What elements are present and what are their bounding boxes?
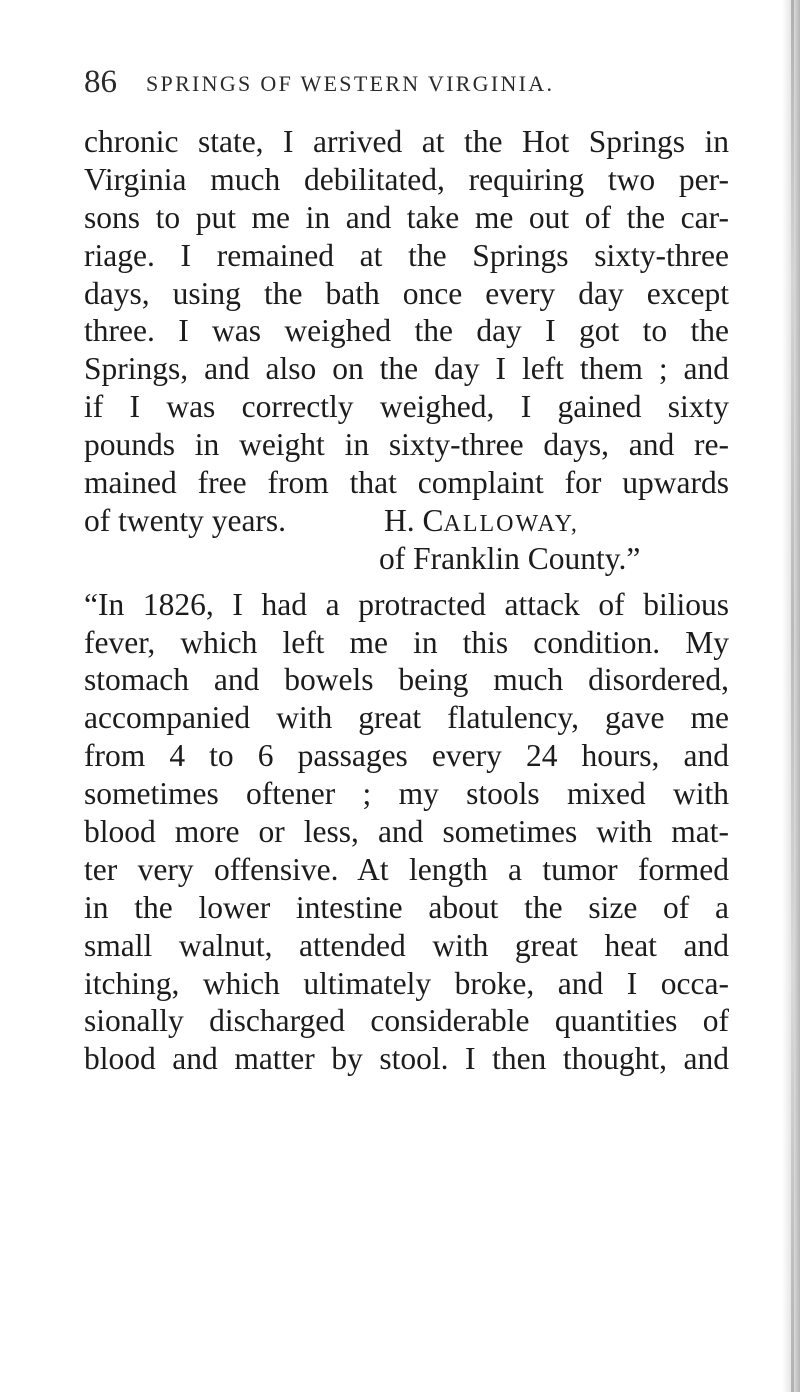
paragraph-2: [84, 586, 729, 1079]
text-line: if I was correctly weighed, I gained sixty: [84, 389, 729, 425]
text-line: from 4 to 6 passages every 24 hours, and: [84, 738, 729, 774]
text-line: chronic state, I arrived at the Hot Springs in: [84, 124, 729, 159]
page-edge-line: [791, 0, 794, 1392]
text-line: in the lower intestine about the size of a: [84, 889, 729, 925]
paragraph-1: [84, 123, 729, 502]
text-line: accompanied with great flatulency, gave me: [84, 700, 729, 736]
text-line: itching, which ultimately broke, and I occa-: [84, 965, 729, 1001]
signature-surname: ALLOWAY,: [443, 510, 579, 537]
page-number: 86: [84, 64, 117, 100]
text-line: mained free from that complaint for upwards: [84, 465, 729, 501]
text-line: riage. I remained at the Springs sixty-three: [84, 237, 729, 273]
body-text: [84, 123, 729, 1078]
text-line: Springs, and also on the day I left them ; and: [84, 351, 729, 387]
signature-county: of Franklin County.”: [379, 540, 641, 576]
closing-text: of twenty years.: [84, 502, 287, 538]
text-line: ter very offensive. At length a tumor formed: [84, 851, 729, 887]
running-title: SPRINGS OF WESTERN VIRGINIA.: [146, 71, 555, 96]
text-line: sometimes oftener ; my stools mixed with: [84, 776, 729, 812]
text-line: sionally discharged considerable quantities of: [84, 1003, 729, 1039]
text-line: small walnut, attended with great heat and: [84, 927, 729, 963]
text-line: fever, which left me in this condition. My: [84, 624, 729, 660]
text-line: blood more or less, and sometimes with mat-: [84, 814, 729, 850]
text-line: “In 1826, I had a protracted attack of bilious: [84, 586, 729, 622]
text-line: stomach and bowels being much disordered,: [84, 662, 729, 698]
signature-row: [84, 502, 729, 540]
running-head: [84, 62, 734, 102]
text-line: sons to put me in and take me out of the car-: [84, 199, 729, 235]
signature-name: [384, 502, 579, 544]
signature-initial: H. C: [384, 502, 444, 538]
text-line: three. I was weighed the day I got to the: [84, 313, 729, 349]
text-line: blood and matter by stool. I then thought, and: [84, 1041, 729, 1077]
text-line: pounds in weight in sixty-three days, and re-: [84, 427, 729, 463]
text-line: Virginia much debilitated, requiring two per-: [84, 161, 729, 197]
text-line: days, using the bath once every day except: [84, 275, 729, 311]
